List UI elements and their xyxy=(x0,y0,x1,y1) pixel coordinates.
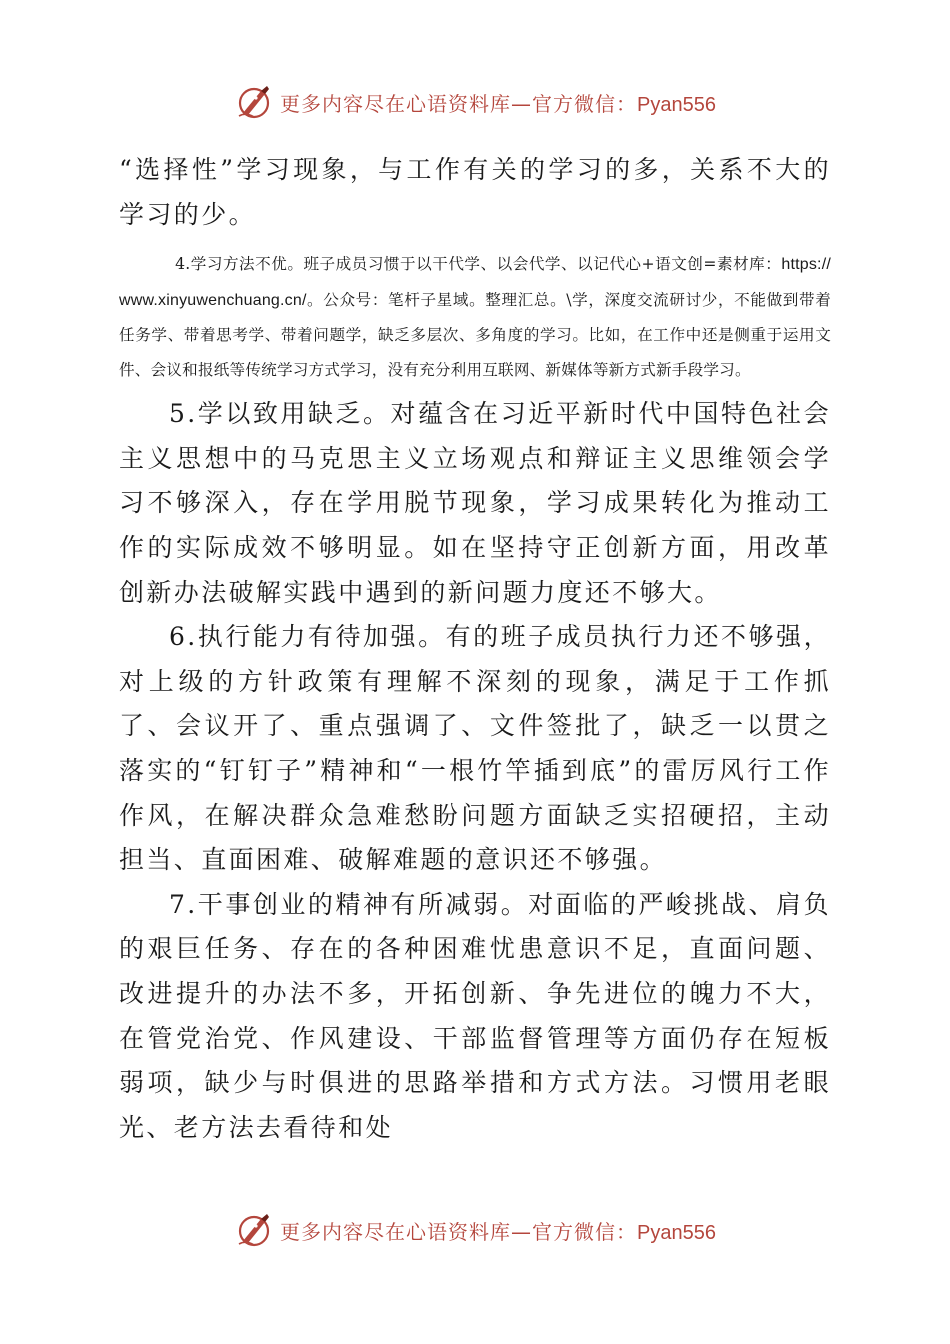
paragraph-4-rest: 。公众号：笔杆子星域。整理汇总。\学，深度交流研讨少，不能做到带着任务学、带着思考学、带着问题学，缺乏多层次、多角度的学习。比如，在工作中还是侧重于运用文件、会议和报纸等传统学习方式学习，没有充分利用互联网、新媒体等新方式新手段学习。 xyxy=(119,290,831,379)
wechat-id: Pyan556 xyxy=(637,1221,716,1244)
paragraph-6: 6.执行能力有待加强。有的班子成员执行力还不够强，对上级的方针政策有理解不深刻的现象，满足于工作抓了、会议开了、重点强调了、文件签批了，缺乏一以贯之落实的“钉钉子”精神和“一根竹竿插到底”的雷厉风行工作作风，在解决群众急难愁盼问题方面缺乏实招硬招，主动担当、直面困难、破解难题的意识还不够强。 xyxy=(119,622,831,875)
source-url: https://www.xinyuwenchuang.cn/ xyxy=(119,256,831,309)
wechat-id: Pyan556 xyxy=(637,93,716,116)
paragraph-4-start: 4.学习方法不优。班子成员习惯于以干代学、以会代学、以记代心+语文创=素材库： xyxy=(175,255,782,274)
paragraph-continuation: “选择性”学习现象，与工作有关的学习的多，关系不大的学习的少。 xyxy=(119,155,831,229)
paragraph-7: 7.干事创业的精神有所减弱。对面临的严峻挑战、肩负的艰巨任务、存在的各种困难忧患意识不足，直面问题、改进提升的办法不多，开拓创新、争先进位的魄力不大，在管党治党、作风建设、干部监督管理等方面仍存在短板弱项，缺少与时俱进的思路举措和方式方法。习惯用老眼光、老方法去看待和处 xyxy=(119,889,831,1142)
pen-nib-circle-icon xyxy=(234,82,274,122)
paragraph-5: 5.学以致用缺乏。对蕴含在习近平新时代中国特色社会主义思想中的马克思主义立场观点和辩证主义思维领会学习不够深入，存在学用脱节现象，学习成果转化为推动工作的实际成效不够明显。如在坚持守正创新方面，用改革创新办法破解实践中遇到的新问题力度还不够大。 xyxy=(119,399,831,607)
banner-text: 更多内容尽在心语资料库—官方微信：Pyan556 xyxy=(280,91,716,116)
paragraph-4 xyxy=(119,247,831,387)
footer-banner xyxy=(0,1208,950,1252)
pen-nib-circle-icon xyxy=(234,1210,274,1250)
document-body xyxy=(119,148,831,1150)
banner-text: 更多内容尽在心语资料库—官方微信：Pyan556 xyxy=(280,1219,716,1244)
header-banner xyxy=(0,80,950,124)
